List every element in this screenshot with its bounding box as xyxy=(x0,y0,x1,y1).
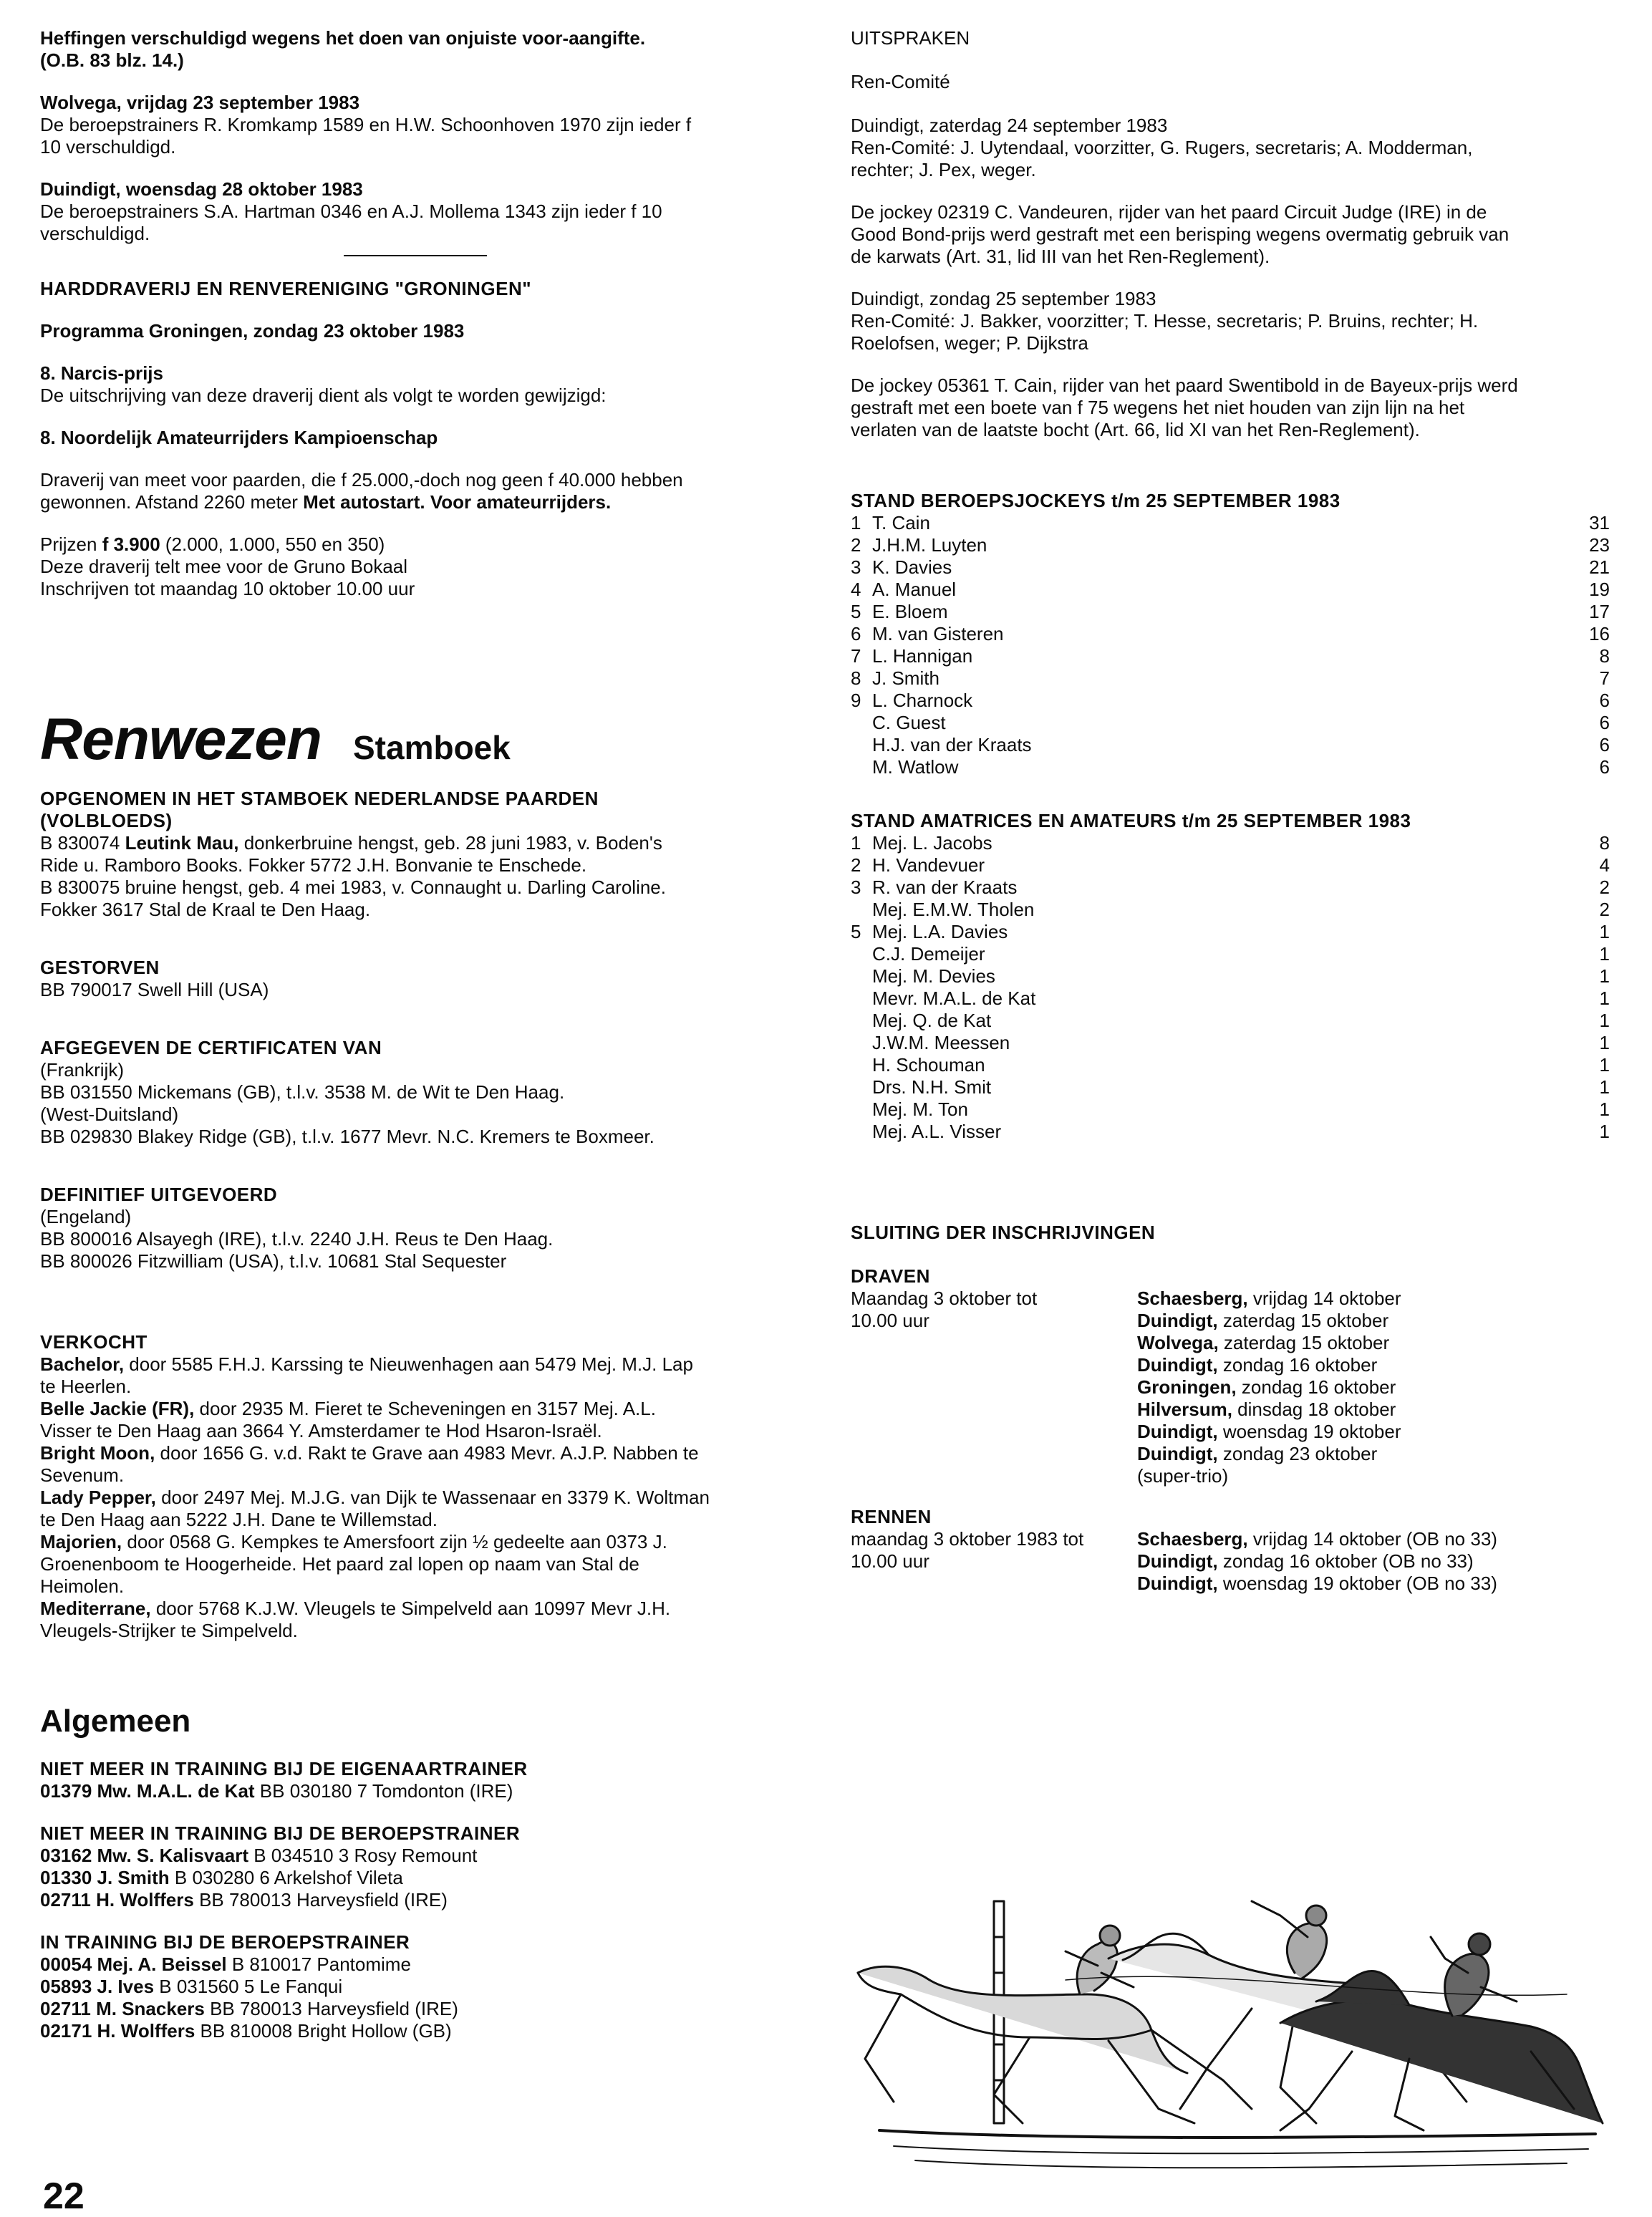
points-cell: 7 xyxy=(1599,667,1610,689)
wolvega-line-1: De beroepstrainers R. Kromkamp 1589 en H.W. Schoonhoven 1970 zijn ieder f xyxy=(40,114,692,135)
name-cell: L. Charnock xyxy=(872,690,973,711)
points-cell: 2 xyxy=(1599,876,1610,898)
algemeen-title: Algemeen xyxy=(40,1704,191,1739)
draven-item: Hilversum, dinsdag 18 oktober xyxy=(1137,1399,1396,1420)
name-cell: Mej. L.A. Davies xyxy=(872,921,1008,942)
afgegeven-block xyxy=(40,1037,799,1148)
rank-cell xyxy=(851,756,872,778)
jockey-row xyxy=(851,534,1610,556)
uitspraak-4 xyxy=(851,375,1610,441)
verkocht-entry-cont: te Heerlen. xyxy=(40,1376,132,1397)
rennen-item: Schaesberg, vrijdag 14 oktober (OB no 33) xyxy=(1137,1528,1497,1550)
name-cell: J. Smith xyxy=(872,667,939,689)
points-cell: 1 xyxy=(1599,1032,1610,1053)
stand-jockeys-title: STAND BEROEPSJOCKEYS t/m 25 SEPTEMBER 1983 xyxy=(851,490,1341,511)
inschrijven-line: Inschrijven tot maandag 10 oktober 10.00 uur xyxy=(40,578,415,599)
stamboek-subtitle: Stamboek xyxy=(353,729,511,766)
groningen-programma: Programma Groningen, zondag 23 oktober 1983 xyxy=(40,320,465,342)
uitspraak-line: Good Bond-prijs werd gestraft met een berisping wegens overmatig gebruik van xyxy=(851,223,1509,245)
rennen-grid xyxy=(851,1528,1610,1595)
amateur-row xyxy=(851,1032,1610,1054)
rank-cell xyxy=(851,899,872,921)
verkocht-entry-cont: Heimolen. xyxy=(40,1575,125,1597)
points-cell: 1 xyxy=(1599,921,1610,942)
amateur-row xyxy=(851,832,1610,854)
name-cell: Mej. A.L. Visser xyxy=(872,1121,1002,1142)
gruno-line: Deze draverij telt mee voor de Gruno Bokaal xyxy=(40,556,408,577)
uitspraak-line: de karwats (Art. 31, lid III van het Ren-Reglement). xyxy=(851,246,1270,267)
gestorven-block xyxy=(40,957,799,1001)
eigenaartrainer-heading: NIET MEER IN TRAINING BIJ DE EIGENAARTRAINER xyxy=(40,1758,528,1779)
draven-deadline xyxy=(851,1288,1137,1487)
points-cell: 21 xyxy=(1589,556,1610,578)
rank-cell: 6 xyxy=(851,623,861,644)
uitspraak-line: Duindigt, zaterdag 24 september 1983 xyxy=(851,115,1168,136)
name-cell: Mej. M. Devies xyxy=(872,965,995,987)
amateur-row xyxy=(851,1098,1610,1121)
name-cell: Mej. Q. de Kat xyxy=(872,1010,992,1031)
points-cell: 1 xyxy=(1599,1121,1610,1142)
name-cell: Mej. L. Jacobs xyxy=(872,832,992,854)
uitspraak-line: verlaten van de laatste bocht (Art. 66, lid XI van het Ren-Reglement). xyxy=(851,419,1420,440)
name-cell: C. Guest xyxy=(872,712,946,733)
rennen-title: RENNEN xyxy=(851,1506,932,1527)
wolvega-title: Wolvega, vrijdag 23 september 1983 xyxy=(40,92,360,113)
algemeen-entry: 02711 M. Snackers BB 780013 Harveysfield (IRE) xyxy=(40,1998,458,2019)
name-cell: K. Davies xyxy=(872,556,952,578)
deadline-line: 10.00 uur xyxy=(851,1310,929,1331)
draverij-line-1: Draverij van meet voor paarden, die f 25.000,-doch nog geen f 40.000 hebben xyxy=(40,469,683,491)
sluiting-title: SLUITING DER INSCHRIJVINGEN xyxy=(851,1222,1156,1243)
wolvega-line-2: 10 verschuldigd. xyxy=(40,136,176,158)
verkocht-entry-cont: Vleugels-Strijker te Simpelveld. xyxy=(40,1620,298,1641)
wolvega-block xyxy=(40,92,799,158)
points-cell: 19 xyxy=(1589,579,1610,600)
gestorven-heading: GESTORVEN xyxy=(40,957,160,978)
draven-grid xyxy=(851,1288,1610,1487)
points-cell: 1 xyxy=(1599,1076,1610,1098)
uitspraak-line: De jockey 05361 T. Cain, rijder van het paard Swentibold in de Bayeux-prijs werd xyxy=(851,375,1518,396)
verkocht-entry: Belle Jackie (FR), door 2935 M. Fieret te Scheveningen en 3157 Mej. A.L. xyxy=(40,1398,656,1419)
points-cell: 1 xyxy=(1599,1098,1610,1120)
jockey-row xyxy=(851,645,1610,667)
uitspraak-1 xyxy=(851,115,1610,181)
stand-amateurs xyxy=(851,810,1610,1143)
rank-cell xyxy=(851,1032,872,1054)
amateur-row xyxy=(851,1054,1610,1076)
groningen-section xyxy=(40,278,799,600)
algemeen-entry: 01379 Mw. M.A.L. de Kat BB 030180 7 Tomdonton (IRE) xyxy=(40,1780,513,1802)
name-cell: R. van der Kraats xyxy=(872,876,1018,898)
jockey-row xyxy=(851,579,1610,601)
name-cell: M. van Gisteren xyxy=(872,623,1004,644)
jockey-row xyxy=(851,623,1610,645)
divider-rule xyxy=(344,255,487,256)
jockey-row xyxy=(851,667,1610,690)
definitief-line-3: BB 800026 Fitzwilliam (USA), t.l.v. 10681 Stal Sequester xyxy=(40,1250,507,1272)
rank-cell xyxy=(851,965,872,987)
stand-jockeys-table xyxy=(851,512,1610,778)
afgegeven-line-4: BB 029830 Blakey Ridge (GB), t.l.v. 1677 Mevr. N.C. Kremers te Boxmeer. xyxy=(40,1126,654,1147)
afgegeven-line-1: (Frankrijk) xyxy=(40,1059,124,1081)
duindigt-title: Duindigt, woensdag 28 oktober 1983 xyxy=(40,178,363,200)
verkocht-entry-cont: Groenenboom te Hoogerheide. Het paard zal lopen op naam van Stal de xyxy=(40,1553,639,1575)
rank-cell xyxy=(851,987,872,1010)
amateur-row xyxy=(851,1076,1610,1098)
kampioenschap-title: 8. Noordelijk Amateurrijders Kampioenschap xyxy=(40,427,438,448)
uitspraak-3 xyxy=(851,288,1610,354)
opgenomen-line-4: Fokker 3617 Stal de Kraal te Den Haag. xyxy=(40,899,371,920)
algemeen-entry: 00054 Mej. A. Beissel B 810017 Pantomime xyxy=(40,1953,411,1975)
stand-amateurs-table xyxy=(851,832,1610,1143)
uitspraak-line: Roelofsen, weger; P. Dijkstra xyxy=(851,332,1088,354)
beroepstrainer-out-heading: NIET MEER IN TRAINING BIJ DE BEROEPSTRAINER xyxy=(40,1822,521,1844)
algemeen-entry: 05893 J. Ives B 031560 5 Le Fanqui xyxy=(40,1976,343,1997)
jockey-row xyxy=(851,756,1610,778)
amateur-row xyxy=(851,1121,1610,1143)
points-cell: 1 xyxy=(1599,987,1610,1009)
jockey-row xyxy=(851,556,1610,579)
sluiting-section xyxy=(851,1222,1610,1595)
draven-title: DRAVEN xyxy=(851,1265,930,1287)
name-cell: J.W.M. Meessen xyxy=(872,1032,1010,1053)
rank-cell xyxy=(851,1098,872,1121)
jockey-row xyxy=(851,734,1610,756)
verkocht-block xyxy=(40,1331,799,1642)
rank-cell: 7 xyxy=(851,645,861,667)
renwezen-title: Renwezen xyxy=(40,707,322,772)
algemeen-entry: 02711 H. Wolffers BB 780013 Harveysfield (IRE) xyxy=(40,1889,448,1911)
uitspraak-line: rechter; J. Pex, weger. xyxy=(851,159,1036,180)
rennen-item: Duindigt, woensdag 19 oktober (OB no 33) xyxy=(1137,1573,1497,1594)
name-cell: Mevr. M.A.L. de Kat xyxy=(872,987,1036,1009)
points-cell: 8 xyxy=(1599,645,1610,667)
narcis-text: De uitschrijving van deze draverij dient als volgt te worden gewijzigd: xyxy=(40,385,607,406)
name-cell: H.J. van der Kraats xyxy=(872,734,1032,755)
opgenomen-heading-1: OPGENOMEN IN HET STAMBOEK NEDERLANDSE PAARDEN xyxy=(40,788,599,809)
rank-cell: 4 xyxy=(851,579,861,600)
points-cell: 1 xyxy=(1599,965,1610,987)
draven-list xyxy=(1137,1288,1610,1487)
rank-cell xyxy=(851,1121,872,1143)
heffingen-ref: (O.B. 83 blz. 14.) xyxy=(40,49,184,71)
name-cell: T. Cain xyxy=(872,512,930,533)
rank-cell: 2 xyxy=(851,534,861,556)
super-trio-note: (super-trio) xyxy=(1137,1465,1229,1487)
prijzen-line: Prijzen f 3.900 (2.000, 1.000, 550 en 350) xyxy=(40,533,385,555)
uitspraak-2 xyxy=(851,201,1610,268)
name-cell: H. Vandevuer xyxy=(872,854,985,876)
afgegeven-heading: AFGEGEVEN DE CERTIFICATEN VAN xyxy=(40,1037,382,1058)
draven-item: Schaesberg, vrijdag 14 oktober xyxy=(1137,1288,1401,1309)
uitspraak-line: Ren-Comité: J. Uytendaal, voorzitter, G. Rugers, secretaris; A. Modderman, xyxy=(851,137,1473,158)
verkocht-entry: Mediterrane, door 5768 K.J.W. Vleugels te Simpelveld aan 10997 Mevr J.H. xyxy=(40,1598,671,1619)
points-cell: 23 xyxy=(1589,534,1610,556)
points-cell: 6 xyxy=(1599,712,1610,733)
duindigt-line-2: verschuldigd. xyxy=(40,223,150,244)
rank-cell xyxy=(851,1076,872,1098)
definitief-heading: DEFINITIEF UITGEVOERD xyxy=(40,1184,278,1205)
name-cell: Drs. N.H. Smit xyxy=(872,1076,992,1098)
deadline-line: Maandag 3 oktober tot xyxy=(851,1288,1038,1309)
deadline-line: maandag 3 oktober 1983 tot xyxy=(851,1528,1084,1550)
amateur-row xyxy=(851,943,1610,965)
points-cell: 31 xyxy=(1589,512,1610,533)
opgenomen-line-2: Ride u. Ramboro Books. Fokker 5772 J.H. Bonvanie te Enschede. xyxy=(40,854,587,876)
rank-cell: 1 xyxy=(851,512,861,533)
uitspraak-line: Duindigt, zondag 25 september 1983 xyxy=(851,288,1156,309)
groningen-heading: HARDDRAVERIJ EN RENVERENIGING "GRONINGEN" xyxy=(40,278,532,299)
name-cell: M. Watlow xyxy=(872,756,959,778)
draven-item: Duindigt, zondag 23 oktober xyxy=(1137,1443,1378,1464)
beroepstrainer-in-heading: IN TRAINING BIJ DE BEROEPSTRAINER xyxy=(40,1931,410,1953)
rank-cell: 3 xyxy=(851,876,861,898)
points-cell: 17 xyxy=(1589,601,1610,622)
duindigt-block xyxy=(40,178,799,245)
definitief-line-1: (Engeland) xyxy=(40,1206,132,1227)
algemeen-entry: 03162 Mw. S. Kalisvaart B 034510 3 Rosy Remount xyxy=(40,1845,478,1866)
rank-cell: 5 xyxy=(851,921,861,942)
deadline-line: 10.00 uur xyxy=(851,1550,929,1572)
right-column xyxy=(851,27,1610,1595)
opgenomen-line-3: B 830075 bruine hengst, geb. 4 mei 1983, v. Connaught u. Darling Caroline. xyxy=(40,876,666,898)
afgegeven-line-2: BB 031550 Mickemans (GB), t.l.v. 3538 M. de Wit te Den Haag. xyxy=(40,1081,565,1103)
rank-cell xyxy=(851,712,872,734)
afgegeven-line-3: (West-Duitsland) xyxy=(40,1103,179,1125)
rank-cell: 2 xyxy=(851,854,861,876)
jockey-row xyxy=(851,512,1610,534)
rennen-item: Duindigt, zondag 16 oktober (OB no 33) xyxy=(1137,1550,1474,1572)
rank-cell xyxy=(851,943,872,965)
uitspraak-line: Ren-Comité: J. Bakker, voorzitter; T. Hesse, secretaris; P. Bruins, rechter; H. xyxy=(851,310,1479,332)
verkocht-entry: Bachelor, door 5585 F.H.J. Karssing te Nieuwenhagen aan 5479 Mej. M.J. Lap xyxy=(40,1353,693,1375)
gestorven-line-1: BB 790017 Swell Hill (USA) xyxy=(40,979,269,1000)
heffingen-title: Heffingen verschuldigd wegens het doen van onjuiste voor-aangifte. xyxy=(40,27,646,49)
points-cell: 4 xyxy=(1599,854,1610,876)
rank-cell: 9 xyxy=(851,690,861,711)
rank-cell: 8 xyxy=(851,667,861,689)
draven-item: Duindigt, zondag 16 oktober xyxy=(1137,1354,1378,1376)
draverij-line-2: gewonnen. Afstand 2260 meter Met autostart. Voor amateurrijders. xyxy=(40,491,612,513)
uitspraak-line: gestraft met een boete van f 75 wegens het niet houden van zijn lijn na het xyxy=(851,397,1465,418)
verkocht-heading: VERKOCHT xyxy=(40,1331,148,1353)
uitspraak-line: De jockey 02319 C. Vandeuren, rijder van het paard Circuit Judge (IRE) in de xyxy=(851,201,1487,223)
rennen-deadline xyxy=(851,1528,1137,1595)
duindigt-line-1: De beroepstrainers S.A. Hartman 0346 en A.J. Mollema 1343 zijn ieder f 10 xyxy=(40,201,662,222)
name-cell: C.J. Demeijer xyxy=(872,943,985,965)
verkocht-entry: Bright Moon, door 1656 G. v.d. Rakt te Grave aan 4983 Mevr. A.J.P. Nabben te xyxy=(40,1442,699,1464)
draven-item: Wolvega, zaterdag 15 oktober xyxy=(1137,1332,1390,1353)
name-cell: A. Manuel xyxy=(872,579,957,600)
algemeen-block xyxy=(40,1758,799,2042)
page-number: 22 xyxy=(43,2175,84,2217)
renwezen-heading xyxy=(40,707,799,772)
name-cell: H. Schouman xyxy=(872,1054,985,1076)
name-cell: L. Hannigan xyxy=(872,645,973,667)
name-cell: Mej. E.M.W. Tholen xyxy=(872,899,1035,920)
amateur-row xyxy=(851,921,1610,943)
jockey-row xyxy=(851,690,1610,712)
algemeen-entry: 01330 J. Smith B 030280 6 Arkelshof Vileta xyxy=(40,1867,403,1888)
left-column xyxy=(40,27,799,2042)
points-cell: 1 xyxy=(1599,943,1610,965)
horse-racing-illustration xyxy=(851,1894,1610,2195)
stand-amateurs-title: STAND AMATRICES EN AMATEURS t/m 25 SEPTEMBER 1983 xyxy=(851,810,1411,831)
points-cell: 2 xyxy=(1599,899,1610,920)
verkocht-entry-cont: Sevenum. xyxy=(40,1464,125,1486)
definitief-line-2: BB 800016 Alsayegh (IRE), t.l.v. 2240 J.H. Reus te Den Haag. xyxy=(40,1228,554,1250)
verkocht-entry: Majorien, door 0568 G. Kempkes te Amersfoort zijn ½ gedeelte aan 0373 J. xyxy=(40,1531,667,1552)
amateur-row xyxy=(851,965,1610,987)
verkocht-entry-cont: Visser te Den Haag aan 3664 Y. Amsterdamer te Hod Hsaron-Israël. xyxy=(40,1420,602,1441)
jockey-row xyxy=(851,712,1610,734)
opgenomen-block xyxy=(40,788,799,921)
narcis-title: 8. Narcis-prijs xyxy=(40,362,163,384)
points-cell: 8 xyxy=(1599,832,1610,854)
opgenomen-heading-2: (VOLBLOEDS) xyxy=(40,810,173,831)
rank-cell xyxy=(851,1054,872,1076)
points-cell: 6 xyxy=(1599,756,1610,778)
rank-cell xyxy=(851,734,872,756)
algemeen-entry: 02171 H. Wolffers BB 810008 Bright Hollow (GB) xyxy=(40,2020,452,2042)
points-cell: 1 xyxy=(1599,1010,1610,1031)
opgenomen-line-1: B 830074 Leutink Mau, donkerbruine hengst, geb. 28 juni 1983, v. Boden's xyxy=(40,832,662,854)
draven-item: Duindigt, woensdag 19 oktober xyxy=(1137,1421,1401,1442)
amateur-row xyxy=(851,987,1610,1010)
points-cell: 16 xyxy=(1589,623,1610,644)
verkocht-entry-cont: te Den Haag aan 5222 J.H. Dane te Willemstad. xyxy=(40,1509,438,1530)
points-cell: 6 xyxy=(1599,690,1610,711)
rank-cell: 1 xyxy=(851,832,861,854)
amateur-row xyxy=(851,876,1610,899)
rank-cell: 3 xyxy=(851,556,861,578)
jockey-row xyxy=(851,601,1610,623)
name-cell: E. Bloem xyxy=(872,601,948,622)
rank-cell: 5 xyxy=(851,601,861,622)
uitspraken-heading: UITSPRAKEN xyxy=(851,27,970,49)
stand-jockeys xyxy=(851,490,1610,778)
amateur-row xyxy=(851,899,1610,921)
heffingen-block xyxy=(40,27,799,72)
amateur-row xyxy=(851,1010,1610,1032)
points-cell: 6 xyxy=(1599,734,1610,755)
amateur-row xyxy=(851,854,1610,876)
rencomite-heading: Ren-Comité xyxy=(851,71,950,92)
name-cell: J.H.M. Luyten xyxy=(872,534,987,556)
name-cell: Mej. M. Ton xyxy=(872,1098,968,1120)
rennen-list xyxy=(1137,1528,1610,1595)
draven-item: Duindigt, zaterdag 15 oktober xyxy=(1137,1310,1389,1331)
points-cell: 1 xyxy=(1599,1054,1610,1076)
definitief-block xyxy=(40,1184,799,1272)
verkocht-entry: Lady Pepper, door 2497 Mej. M.J.G. van Dijk te Wassenaar en 3379 K. Woltman xyxy=(40,1487,710,1508)
rank-cell xyxy=(851,1010,872,1032)
draven-item: Groningen, zondag 16 oktober xyxy=(1137,1376,1396,1398)
